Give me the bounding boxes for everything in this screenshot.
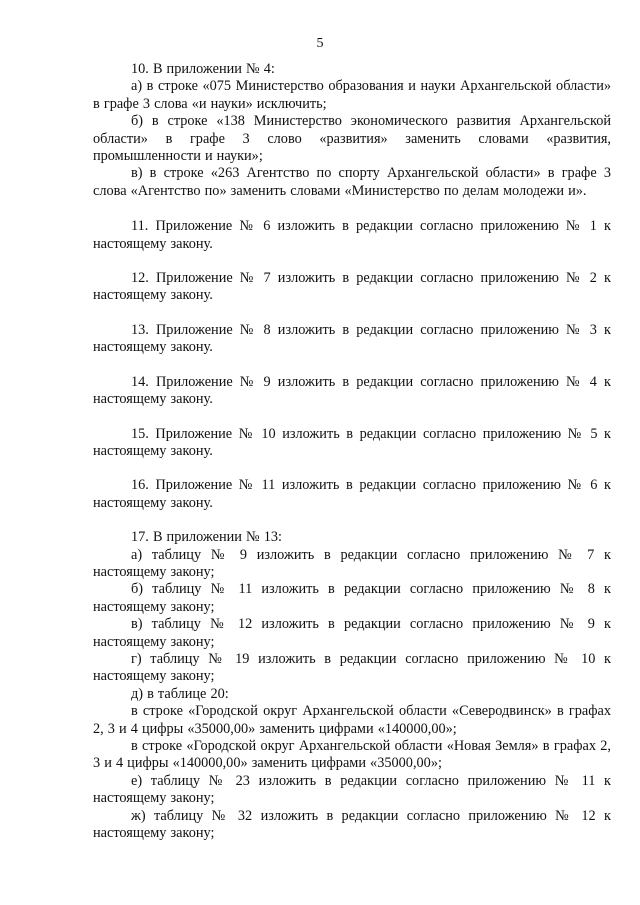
item-17-b: б) таблицу № 11 изложить в редакции согласно приложению № 8 к настоящему закону;: [93, 581, 611, 615]
paragraph-gap: [93, 200, 611, 218]
paragraph-gap: [93, 253, 611, 270]
item-11: 11. Приложение № 6 изложить в редакции согласно приложению № 1 к настоящему закону.: [93, 218, 611, 252]
paragraph-gap: [93, 305, 611, 322]
item-17-e-heading: д) в таблице 20:: [131, 685, 229, 702]
item-16: 16. Приложение № 11 изложить в редакции согласно приложению № 6 к настоящему закону.: [93, 477, 611, 511]
document-body: [93, 61, 611, 842]
item-17-g: ж) таблицу № 32 изложить в редакции согласно приложению № 12 к настоящему закону;: [93, 807, 611, 842]
item-10-b: б) в строке «138 Министерство экономического развития Архангельской области» в графе 3 слово «развития» заменить словами «развития, промышленности и науки»;: [93, 113, 611, 165]
item-17-e-2: в строке «Городской округ Архангельской области «Новая Земля» в графах 2, 3 и 4 цифры «140000,00» заменить цифрами «35000,00»;: [93, 738, 611, 772]
page-number: 5: [316, 36, 324, 51]
item-17-d: г) таблицу № 19 изложить в редакции согласно приложению № 10 к настоящему закону;: [93, 650, 611, 685]
item-10-a: а) в строке «075 Министерство образования и науки Архангельской области» в графе 3 слова «и науки» исключить;: [93, 78, 611, 112]
paragraph-gap: [93, 357, 611, 374]
item-10-c: в) в строке «263 Агентство по спорту Архангельской области» в графе 3 слова «Агентство по» заменить словами «Министерство по делам молодежи и».: [93, 165, 611, 199]
item-17-e-1: в строке «Городской округ Архангельской области «Северодвинск» в графах 2, 3 и 4 цифры «35000,00» заменить цифрами «140000,00»;: [93, 703, 611, 737]
item-17-heading: 17. В приложении № 13:: [131, 529, 282, 546]
paragraph-gap: [93, 460, 611, 477]
item-10-heading: 10. В приложении № 4:: [131, 61, 275, 77]
paragraph-gap: [93, 512, 611, 529]
item-15: 15. Приложение № 10 изложить в редакции согласно приложению № 5 к настоящему закону.: [93, 425, 611, 459]
paragraph-gap: [93, 409, 611, 426]
item-12: 12. Приложение № 7 изложить в редакции согласно приложению № 2 к настоящему закону.: [93, 270, 611, 304]
item-17-a: а) таблицу № 9 изложить в редакции согласно приложению № 7 к настоящему закону;: [93, 546, 611, 580]
item-13: 13. Приложение № 8 изложить в редакции согласно приложению № 3 к настоящему закону.: [93, 321, 611, 356]
item-14: 14. Приложение № 9 изложить в редакции согласно приложению № 4 к настоящему закону.: [93, 373, 611, 408]
item-17-c: в) таблицу № 12 изложить в редакции согласно приложению № 9 к настоящему закону;: [93, 616, 611, 650]
item-17-f: е) таблицу № 23 изложить в редакции согласно приложению № 11 к настоящему закону;: [93, 772, 611, 807]
